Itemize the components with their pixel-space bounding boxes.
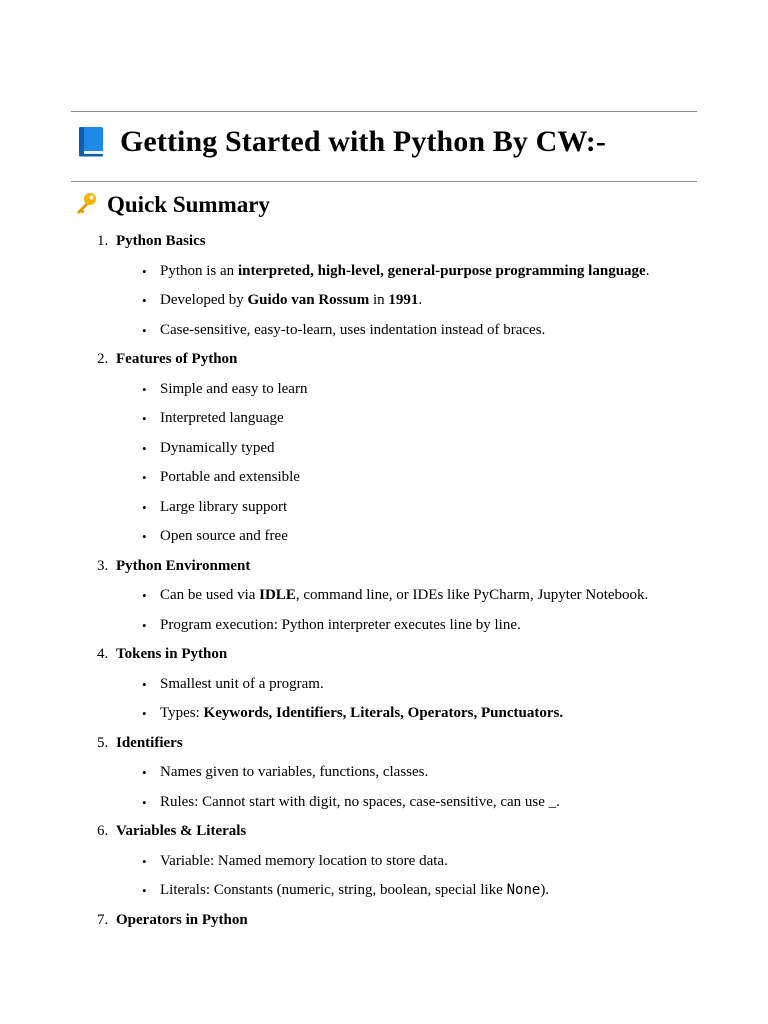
bullet-text xyxy=(160,581,648,611)
bullet-item xyxy=(0,611,768,641)
bullet-text: Large library support xyxy=(160,498,288,515)
bullet-dot: • xyxy=(142,794,147,810)
list-item xyxy=(0,729,768,759)
bullet-item xyxy=(0,699,768,729)
section-heading-row xyxy=(74,190,270,220)
top-divider xyxy=(71,111,697,112)
plain-text: ). xyxy=(540,882,550,898)
summary-list xyxy=(0,227,768,935)
bullet-dot: • xyxy=(142,765,147,780)
bullet-item xyxy=(0,522,768,552)
bullet-dot: • xyxy=(142,529,147,544)
bullet-text: Open source and free xyxy=(160,528,288,544)
bullet-item xyxy=(0,257,768,287)
bullet-item xyxy=(0,581,768,611)
emphasis-text: 1991 xyxy=(388,292,419,308)
list-item xyxy=(0,552,768,582)
plain-text: . xyxy=(418,292,423,308)
bullet-item xyxy=(0,758,768,788)
plain-text: Python is an xyxy=(160,262,238,279)
plain-text: in xyxy=(369,292,389,308)
item-heading: Python Basics xyxy=(116,233,206,249)
bullet-item xyxy=(0,463,768,493)
bullet-text: Program execution: Python interpreter executes line by line. xyxy=(160,616,521,633)
item-heading: Tokens in Python xyxy=(116,646,228,662)
item-number: 5. xyxy=(97,734,109,751)
bullet-text: Case-sensitive, easy-to-learn, uses indentation instead of braces. xyxy=(160,321,546,338)
list-item xyxy=(0,345,768,375)
bullet-item xyxy=(0,375,768,405)
bullet-text: Portable and extensible xyxy=(160,469,300,485)
item-number: 7. xyxy=(97,911,109,928)
bullet-text: Names given to variables, functions, classes. xyxy=(160,764,429,780)
list-item xyxy=(0,906,768,936)
emphasis-text: Keywords, Identifiers, Literals, Operators, Punctuators. xyxy=(203,705,564,721)
bullet-dot: • xyxy=(142,853,147,869)
bullet-text: Variable: Named memory location to store data. xyxy=(160,852,448,869)
plain-text: Literals: Constants (numeric, string, boolean, special like xyxy=(160,882,507,898)
bullet-dot: • xyxy=(142,470,147,485)
bullet-dot: • xyxy=(142,706,147,721)
item-heading: Variables & Literals xyxy=(116,823,247,839)
bullet-text: Rules: Cannot start with digit, no spaces, case-sensitive, can use _. xyxy=(160,793,560,810)
bullet-item xyxy=(0,876,768,906)
bullet-item xyxy=(0,670,768,700)
bullet-text: Interpreted language xyxy=(160,410,284,426)
item-number: 6. xyxy=(97,823,109,839)
item-number: 1. xyxy=(97,233,109,249)
bullet-dot: • xyxy=(142,411,147,426)
section-heading: Quick Summary xyxy=(107,192,270,217)
title-divider xyxy=(71,181,697,182)
plain-text: Developed by xyxy=(160,292,248,308)
book-icon xyxy=(76,126,106,158)
bullet-text: Dynamically typed xyxy=(160,439,275,456)
item-heading: Features of Python xyxy=(116,351,238,367)
bullet-text xyxy=(160,876,549,906)
item-number: 4. xyxy=(97,646,109,662)
key-icon xyxy=(74,192,98,218)
bullet-text: Simple and easy to learn xyxy=(160,380,308,397)
emphasis-text: interpreted, high-level, general-purpose programming language xyxy=(237,262,646,279)
item-heading: Operators in Python xyxy=(116,911,248,928)
bullet-item xyxy=(0,788,768,818)
bullet-dot: • xyxy=(142,499,147,515)
item-number: 2. xyxy=(97,351,109,367)
bullet-dot: • xyxy=(142,676,147,692)
list-item xyxy=(0,817,768,847)
item-heading: Python Environment xyxy=(116,557,251,574)
bullet-item xyxy=(0,316,768,346)
list-item xyxy=(0,640,768,670)
emphasis-text: Guido van Rossum xyxy=(247,292,370,308)
plain-text: , command line, or IDEs like PyCharm, Jupyter Notebook. xyxy=(295,587,649,603)
bullet-item xyxy=(0,286,768,316)
bullet-item xyxy=(0,847,768,877)
page-title: Getting Started with Python By CW:- xyxy=(120,125,606,158)
plain-text: . xyxy=(645,262,650,279)
bullet-dot: • xyxy=(142,293,147,308)
bullet-text xyxy=(160,286,422,316)
item-heading: Identifiers xyxy=(116,734,183,751)
bullet-item xyxy=(0,404,768,434)
item-number: 3. xyxy=(97,557,109,574)
plain-text: Can be used via xyxy=(160,587,260,603)
code-text: None xyxy=(506,882,541,898)
document-title-row xyxy=(76,120,606,164)
bullet-dot: • xyxy=(142,381,147,397)
plain-text: Types: xyxy=(160,705,204,721)
bullet-item xyxy=(0,434,768,464)
bullet-text: Smallest unit of a program. xyxy=(160,675,324,692)
bullet-dot: • xyxy=(142,617,147,633)
bullet-dot: • xyxy=(142,322,147,338)
bullet-dot: • xyxy=(142,263,147,279)
emphasis-text: IDLE xyxy=(259,587,296,603)
bullet-text xyxy=(160,699,563,729)
bullet-dot: • xyxy=(142,588,147,603)
bullet-text xyxy=(160,257,649,287)
bullet-dot: • xyxy=(142,883,147,898)
bullet-dot: • xyxy=(142,440,147,456)
list-item xyxy=(0,227,768,257)
bullet-item xyxy=(0,493,768,523)
